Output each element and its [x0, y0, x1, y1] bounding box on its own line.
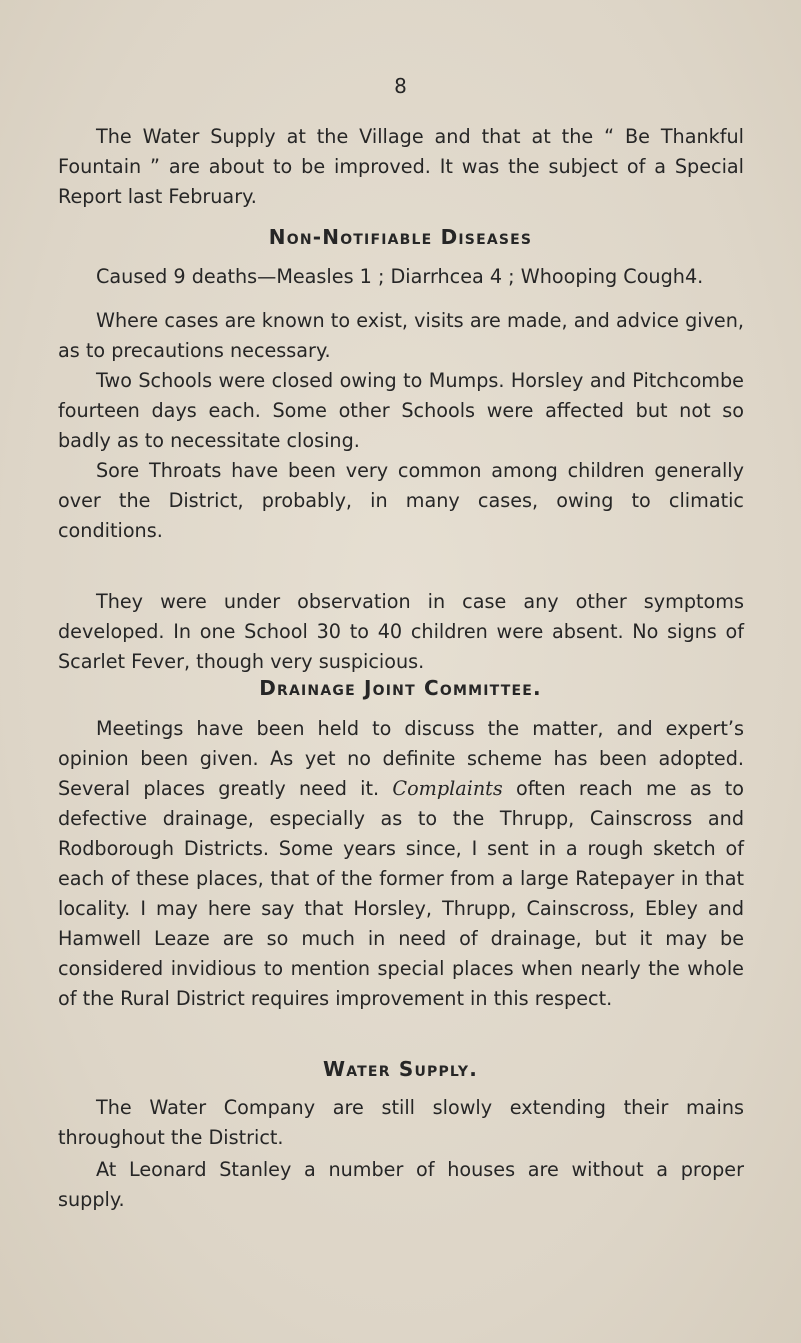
- drainage-text-a: Meetings have been held to discuss the matter, and expert’s opinion been given. As yet no definite scheme has been adopted. Several places greatly need it.: [58, 717, 744, 800]
- paragraph-sore-throats: Sore Throats have been very common among children generally over the District, probably, in many cases, owing to climatic conditions.: [58, 459, 744, 542]
- drainage-text-emphasis: Complaints: [392, 777, 503, 800]
- heading-drainage-joint-committee: Drainage Joint Committee.: [259, 676, 542, 700]
- drainage-text-b: often reach me as to defective drainage, especially as to the Thrupp, Cainscross and Rodborough Districts. Some years since, I sent in a rough sketch of each of these places, that of the former from a large Ratepayer in that locality. I may here say that Horsley, Thrupp, Cainscross, Ebley and Hamwell Leaze are so much in need of drainage, but it may be considered invidious to mention special places when nearly the whole of the Rural District requires improvement in this respect.: [58, 777, 744, 1010]
- heading-non-notifiable-diseases: Non-Notifiable Diseases: [268, 225, 533, 249]
- paragraph-mumps: Two Schools were closed owing to Mumps. Horsley and Pitchcombe fourteen days each. Some other Schools were affected but not so badly as to necessitate closing.: [58, 369, 744, 452]
- heading-water-supply: Water Supply.: [322, 1057, 479, 1081]
- paragraph-water-company: The Water Company are still slowly extending their mains throughout the District.: [58, 1096, 744, 1149]
- paragraph-deaths: Caused 9 deaths—Measles 1 ; Diarrhcea 4 ; Whooping Cough4.: [96, 265, 704, 288]
- paragraph-leonard-stanley: At Leonard Stanley a number of houses are without a proper supply.: [58, 1158, 744, 1211]
- paragraph-village-water: The Water Supply at the Village and that at the “ Be Thankful Fountain ” are about to be improved. It was the subject of a Special Report last February.: [58, 125, 744, 208]
- paragraph-drainage: [58, 714, 744, 1014]
- page-number: 8: [394, 74, 407, 98]
- paragraph-observation: They were under observation in case any other symptoms developed. In one School 30 to 40 children were absent. No signs of Scarlet Fever, though very suspicious.: [58, 590, 744, 673]
- paragraph-precautions: Where cases are known to exist, visits are made, and advice given, as to precautions necessary.: [58, 309, 744, 362]
